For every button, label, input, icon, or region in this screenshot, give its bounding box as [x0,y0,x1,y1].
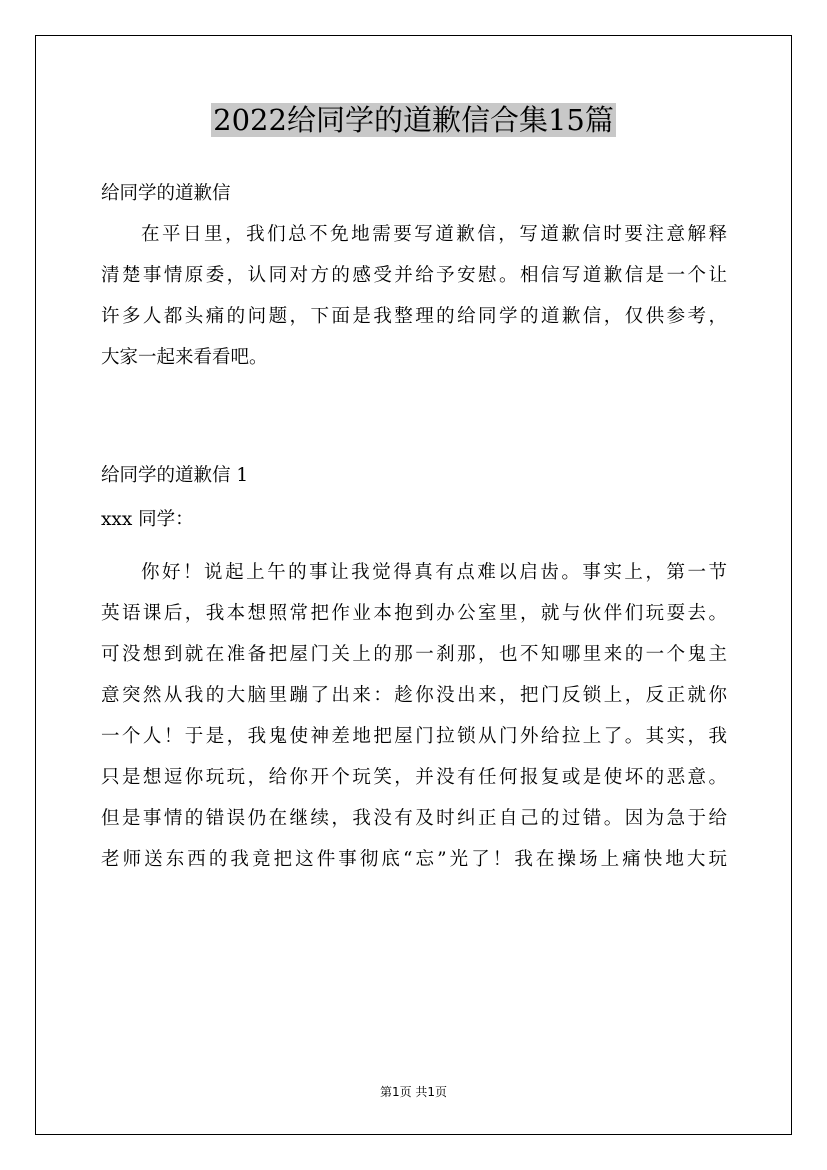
letter1-line: 一个人！于是，我鬼使神差地把屋门拉锁从门外给拉上了。其实，我 [101,726,727,747]
letter1-line: 但是事情的错误仍在继续，我没有及时纠正自己的过错。因为急于给 [101,808,727,829]
letter1-heading: 给同学的道歉信 1 [101,465,249,486]
paragraph-spacer [101,378,727,455]
letter1-paragraph [101,552,727,880]
letter1-line: 英语课后，我本想照常把作业本抱到办公室里，就与伙伴们玩耍去。 [101,603,727,624]
letter1-line: 你好！说起上午的事让我觉得真有点难以启齿。事实上，第一节 [141,562,727,583]
letter1-salutation: xxx 同学： [101,509,194,530]
intro-line: 大家一起来看看吧。 [101,347,268,368]
document-title-text: 2022给同学的道歉信合集15篇 [213,103,614,137]
document-body [101,173,727,880]
letter1-line: 可没想到就在准备把屋门关上的那一刹那，也不知哪里来的一个鬼主 [101,644,727,665]
intro-line: 在平日里，我们总不免地需要写道歉信，写道歉信时要注意解释 [141,224,727,245]
intro-paragraph [101,214,727,378]
intro-line: 许多人都头痛的问题，下面是我整理的给同学的道歉信，仅供参考， [101,306,727,327]
letter1-line: 老师送东西的我竟把这件事彻底“忘”光了！我在操场上痛快地大玩 [101,849,727,870]
intro-line: 清楚事情原委，认同对方的感受并给予安慰。相信写道歉信是一个让 [101,265,727,286]
intro-heading: 给同学的道歉信 [101,183,231,204]
page-number-footer: 第1页 共1页 [379,1085,448,1099]
letter1-line: 只是想逗你玩玩，给你开个玩笑，并没有任何报复或是使坏的恶意。 [101,767,727,788]
document-title [0,98,827,142]
letter1-line: 意突然从我的大脑里蹦了出来：趁你没出来，把门反锁上，反正就你 [101,685,727,706]
